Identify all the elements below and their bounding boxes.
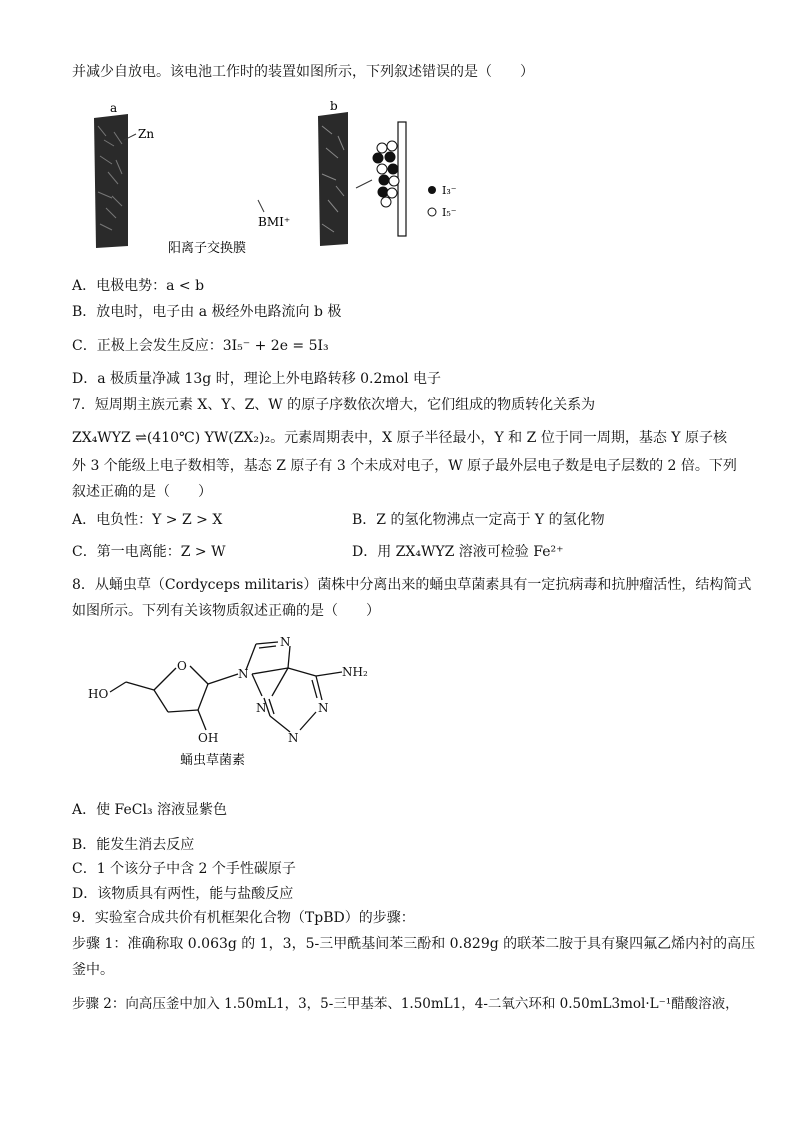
q7-option-b: B．Z 的氢化物沸点一定高于 Y 的氢化物 [352,512,605,528]
legend-filled-marker [428,186,436,194]
atom-n3: N [256,701,267,715]
q7-option-c: C．第一电离能：Z > W [72,544,226,560]
atom-nh2: NH₂ [342,665,368,679]
q7-stem-2: ZX₄WYZ ⇌(410℃) YW(ZX₂)₂。元素周期表中，X 原子半径最小，Y 和 Z 位于同一周期，基态 Y 原子核 [72,430,727,446]
atom-n9: N [238,667,249,681]
structure-caption: 蛹虫草菌素 [180,753,246,768]
q6-option-c: C．正极上会发生反应：3I₅⁻ + 2e = 5I₃ [72,338,329,354]
q9-step1-line1: 步骤 1：准确称取 0.063g 的 1，3，5-三甲酰基间苯三酚和 0.829g 的联苯二胺于具有聚四氟乙烯内衬的高压 [72,936,756,952]
q8-option-b: B．能发生消去反应 [72,837,195,853]
q9-step1-line2: 釜中。 [72,962,114,978]
atom-ring-o: O [177,659,187,673]
atom-n1: N [288,731,299,745]
q9-step2: 步骤 2：向高压釜中加入 1.50mL1，3，5-三甲基苯、1.50mL1，4-二氧六环和 0.50mL3mol·L⁻¹醋酸溶液， [72,996,739,1012]
cordycepin-structure [84,632,394,772]
q7-stem-3: 外 3 个能级上电子数相等，基态 Z 原子有 3 个未成对电子，W 原子最外层电子数是电子层数的 2 倍。下列 [72,458,737,474]
label-a: a [110,101,118,115]
q8-option-d: D．该物质具有两性，能与盐酸反应 [72,886,294,902]
label-membrane: 阳离子交换膜 [168,241,247,256]
atom-n7: N [280,635,291,649]
label-bmi: BMI⁺ [258,215,291,229]
atom-n-pyr: N [318,701,329,715]
iodide-particles [373,141,399,207]
q8-stem-2: 如图所示。下列有关该物质叙述正确的是（ ） [72,603,380,619]
q7-option-a: A．电负性：Y > Z > X [72,512,223,528]
battery-figure [86,96,476,266]
q9-stem: 9．实验室合成共价有机框架化合物（TpBD）的步骤： [72,910,415,926]
legend-open-marker [428,208,436,216]
current-collector [398,122,406,236]
legend-filled-label: I₃⁻ [442,184,457,197]
q8-option-a: A．使 FeCl₃ 溶液显紫色 [72,802,228,818]
structure-bonds [110,642,342,732]
q6-option-d: D．a 极质量净减 13g 时，理论上外电路转移 0.2mol 电子 [72,371,442,387]
atom-oh: OH [198,731,219,745]
q6-intro: 并减少自放电。该电池工作时的装置如图所示，下列叙述错误的是（ ） [72,64,534,80]
structure-atoms [88,635,368,745]
q6-option-b: B．放电时，电子由 a 极经外电路流向 b 极 [72,304,342,320]
q8-stem-1: 8．从蛹虫草（Cordyceps militaris）菌株中分离出来的蛹虫草菌素具有一定抗病毒和抗肿瘤活性，结构简式 [72,577,752,593]
label-b: b [330,99,338,113]
legend-open-label: I₅⁻ [442,206,457,219]
q7-stem-1: 7．短周期主族元素 X、Y、Z、W 的原子序数依次增大，它们组成的物质转化关系为 [72,397,596,413]
q6-option-a: A．电极电势：a < b [72,278,205,294]
atom-ho: HO [88,687,109,701]
label-zn: Zn [138,127,155,141]
electrode-a [94,114,128,248]
q7-stem-4: 叙述正确的是（ ） [72,484,212,500]
q7-option-d: D．用 ZX₄WYZ 溶液可检验 Fe²⁺ [352,544,564,560]
q8-option-c: C．1 个该分子中含 2 个手性碳原子 [72,861,296,877]
